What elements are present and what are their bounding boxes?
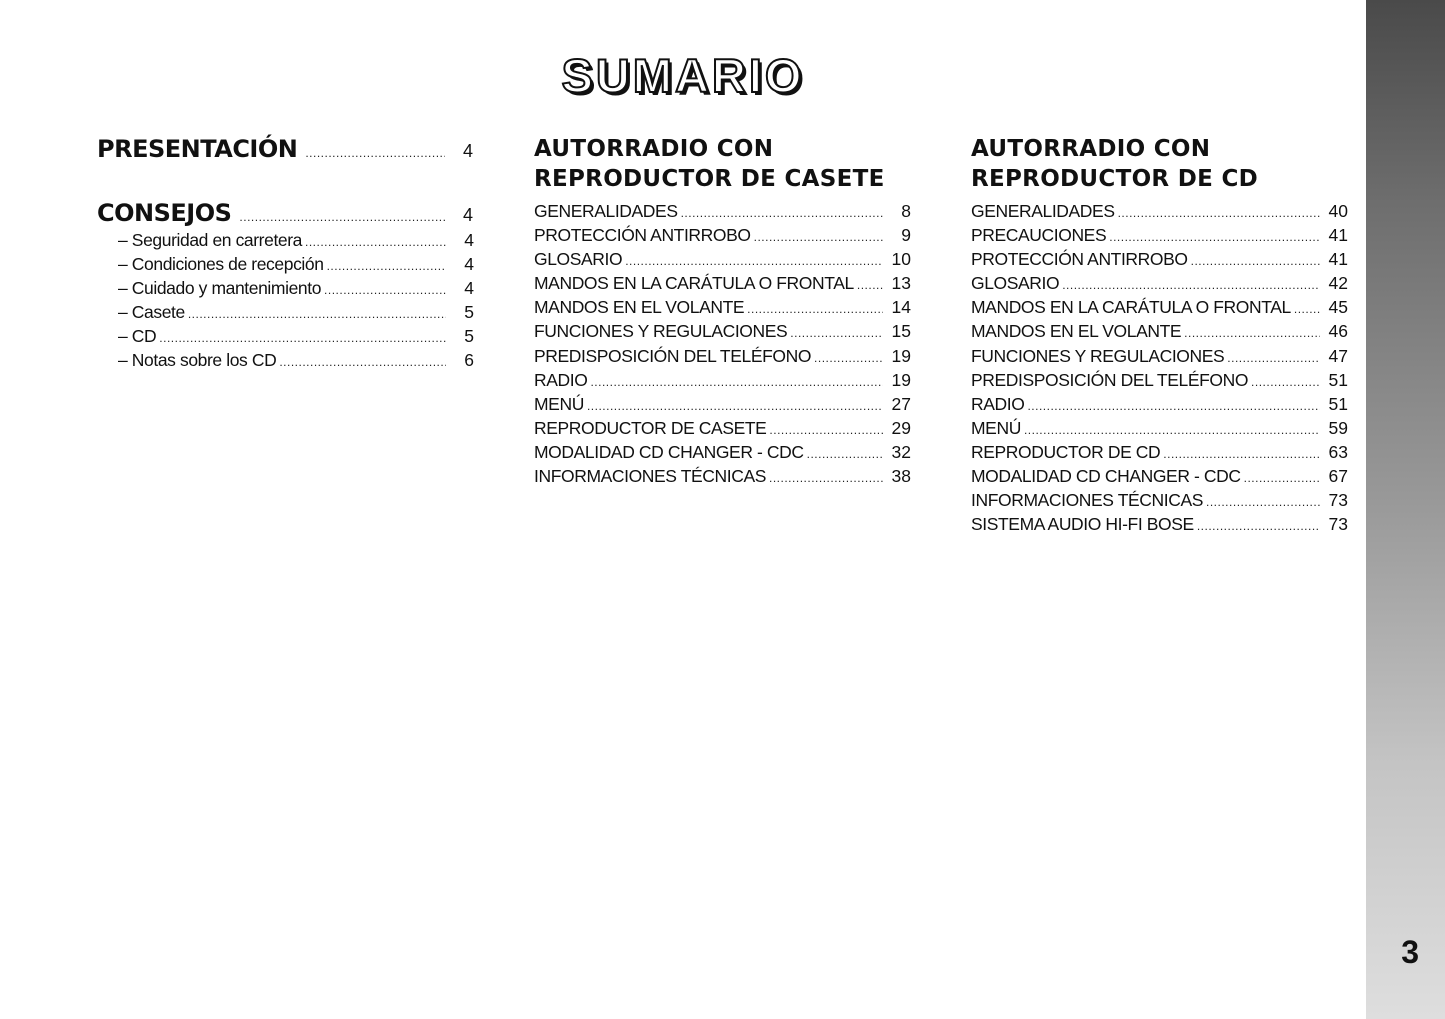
toc-entry-label: REPRODUCTOR DE CD [971,441,1161,462]
toc-entry-page: 4 [464,230,474,250]
section-heading-line2: REPRODUCTOR DE CASETE [534,166,885,192]
toc-entry-page: 67 [1328,466,1348,487]
dot-leader [188,302,446,326]
page-title: SUMARIO [561,49,805,102]
dot-leader [857,273,883,297]
dot-leader [279,350,446,374]
toc-entry-label: PRESENTACIÓN [97,135,298,163]
dot-leader [327,254,446,278]
toc-entry-label: MANDOS EN EL VOLANTE [971,321,1182,342]
toc-entry-page: 42 [1328,273,1348,294]
toc-entry-label: INFORMACIONES TÉCNICAS [534,466,767,487]
toc-column-casete [534,134,911,488]
dot-leader [590,370,883,394]
toc-entry-label: FUNCIONES Y REGULACIONES [534,321,788,342]
toc-entry[interactable] [971,295,1348,319]
dot-leader [769,466,883,490]
toc-entry-label: PRECAUCIONES [971,225,1107,246]
dot-leader [1024,418,1320,442]
toc-entry-label: MODALIDAD CD CHANGER - CDC [971,466,1241,487]
dot-leader [1294,297,1320,321]
toc-entry-label: PREDISPOSICIÓN DEL TELÉFONO [534,345,812,366]
toc-entry[interactable] [534,392,911,416]
toc-entry-label: – Cuidado y mantenimiento [118,278,322,299]
dot-leader [1244,466,1320,490]
toc-entry-label: RADIO [971,393,1025,414]
toc-entry-page: 51 [1328,393,1348,414]
dot-leader [1027,394,1320,418]
dot-leader [754,225,883,249]
section-heading-casete [534,134,911,194]
toc-entry-page: 4 [464,278,474,299]
toc-entry-page: 32 [891,441,911,462]
toc-entry-label: – Notas sobre los CD [118,350,277,371]
toc-column-general [97,134,474,373]
toc-entry-label: – Condiciones de recepción [118,254,324,275]
dot-leader [324,278,446,302]
toc-entry-page: 40 [1328,201,1348,221]
toc-entry[interactable] [97,348,474,372]
toc-entry-page: 19 [891,345,911,366]
toc-entry-page: 46 [1328,321,1348,342]
dot-leader [1062,273,1320,297]
casete-entries [534,199,911,488]
toc-entry[interactable] [971,416,1348,440]
toc-entry-page: 51 [1328,369,1348,390]
dot-leader [587,394,883,418]
dot-leader [681,201,883,225]
toc-entry[interactable] [534,295,911,319]
section-heading-line1: AUTORRADIO CON [971,136,1211,162]
dot-leader [747,297,883,321]
toc-entry-label: CONSEJOS [97,199,232,227]
dot-leader [769,418,883,442]
toc-entry-presentacion[interactable] [97,134,474,164]
toc-entry[interactable] [97,276,474,300]
toc-entry[interactable] [534,368,911,392]
toc-entry[interactable] [97,252,474,276]
toc-entry-label: GLOSARIO [971,273,1060,294]
toc-entry-page: 4 [462,205,473,225]
toc-entry[interactable] [97,324,474,348]
toc-entry-page: 5 [464,326,474,347]
dot-leader [305,138,445,168]
toc-entry-page: 13 [891,273,911,294]
toc-entry-label: – Casete [118,302,185,323]
toc-entry-page: 59 [1328,417,1348,438]
toc-entry[interactable] [534,199,911,223]
toc-entry[interactable] [971,271,1348,295]
dot-leader [305,230,446,254]
toc-entry-page: 27 [891,393,911,414]
toc-entry[interactable] [534,319,911,343]
cd-entries [971,199,1348,536]
page-number: 3 [1401,934,1419,970]
toc-entry[interactable] [534,271,911,295]
toc-entry[interactable] [534,440,911,464]
toc-entry-page: 73 [1328,490,1348,511]
dot-leader [625,249,883,273]
dot-leader [807,442,883,466]
dot-leader [1227,346,1320,370]
toc-entry-page: 47 [1328,345,1348,366]
toc-entry-page: 41 [1328,225,1348,246]
dot-leader [814,346,883,370]
dot-leader [1206,490,1320,514]
chapter-side-tab [1366,0,1445,1019]
toc-entry[interactable] [534,464,911,488]
toc-entry[interactable] [971,319,1348,343]
toc-entry-page: 38 [891,466,911,487]
toc-entry[interactable] [971,488,1348,512]
toc-entry[interactable] [534,344,911,368]
toc-entry-label: PROTECCIÓN ANTIRROBO [971,249,1188,270]
toc-entry-page: 14 [891,297,911,318]
toc-entry[interactable] [971,247,1348,271]
toc-entry-label: – Seguridad en carretera [118,230,302,250]
toc-entry[interactable] [534,416,911,440]
toc-entry-label: MANDOS EN LA CARÁTULA O FRONTAL [534,273,854,294]
toc-entry[interactable] [971,199,1348,223]
toc-entry-label: INFORMACIONES TÉCNICAS [971,490,1204,511]
toc-entry[interactable] [971,344,1348,368]
toc-entry-label: GLOSARIO [534,249,623,270]
toc-entry-label: RADIO [534,369,588,390]
toc-entry-page: 63 [1328,441,1348,462]
toc-entry-page: 4 [462,141,473,161]
toc-entry[interactable] [971,368,1348,392]
toc-entry-label: PROTECCIÓN ANTIRROBO [534,225,751,246]
toc-entry-label: MODALIDAD CD CHANGER - CDC [534,441,804,462]
toc-entry-page: 19 [891,369,911,390]
toc-entry[interactable] [971,440,1348,464]
dot-leader [1191,249,1320,273]
toc-entry-label: GENERALIDADES [971,201,1115,221]
section-heading-cd [971,134,1348,194]
section-heading-line2: REPRODUCTOR DE CD [971,166,1259,192]
toc-entry-label: FUNCIONES Y REGULACIONES [971,345,1225,366]
toc-entry[interactable] [971,512,1348,536]
toc-entry-label: MANDOS EN EL VOLANTE [534,297,745,318]
toc-entry-label: – CD [118,326,157,347]
toc-entry-page: 73 [1328,514,1348,535]
toc-entry-label: MENÚ [534,393,584,414]
toc-entry-page: 5 [464,302,474,323]
toc-entry-page: 4 [464,254,474,275]
toc-entry-label: SISTEMA AUDIO HI-FI BOSE [971,514,1194,535]
toc-entry-label: PREDISPOSICIÓN DEL TELÉFONO [971,369,1249,390]
toc-entry[interactable] [534,247,911,271]
toc-entry-label: REPRODUCTOR DE CASETE [534,417,767,438]
toc-entry[interactable] [971,223,1348,247]
dot-leader [790,321,883,345]
dot-leader [159,326,446,350]
toc-entry-page: 29 [891,417,911,438]
toc-entry-page: 41 [1328,249,1348,270]
dot-leader [1118,201,1320,225]
toc-entry-page: 45 [1328,297,1348,318]
dot-leader [1109,225,1320,249]
toc-entry[interactable] [97,300,474,324]
toc-entry-label: GENERALIDADES [534,201,678,221]
dot-leader [1197,514,1320,538]
toc-entry-label: MANDOS EN LA CARÁTULA O FRONTAL [971,297,1291,318]
toc-entry-label: MENÚ [971,417,1021,438]
toc-entry-page: 9 [901,225,911,246]
dot-leader [1163,442,1320,466]
section-heading-line1: AUTORRADIO CON [534,136,774,162]
toc-entry[interactable] [97,228,474,252]
dot-leader [1184,321,1320,345]
toc-entry[interactable] [971,464,1348,488]
toc-column-cd [971,134,1348,536]
toc-entry-page: 15 [891,321,911,342]
toc-entry-page: 8 [901,201,911,221]
dot-leader [1251,370,1320,394]
toc-entry[interactable] [971,392,1348,416]
toc-entry-page: 10 [891,249,911,270]
toc-entry-page: 6 [464,350,474,371]
toc-entry[interactable] [534,223,911,247]
toc-entry-consejos[interactable] [97,198,474,228]
consejos-subentries [97,228,474,373]
